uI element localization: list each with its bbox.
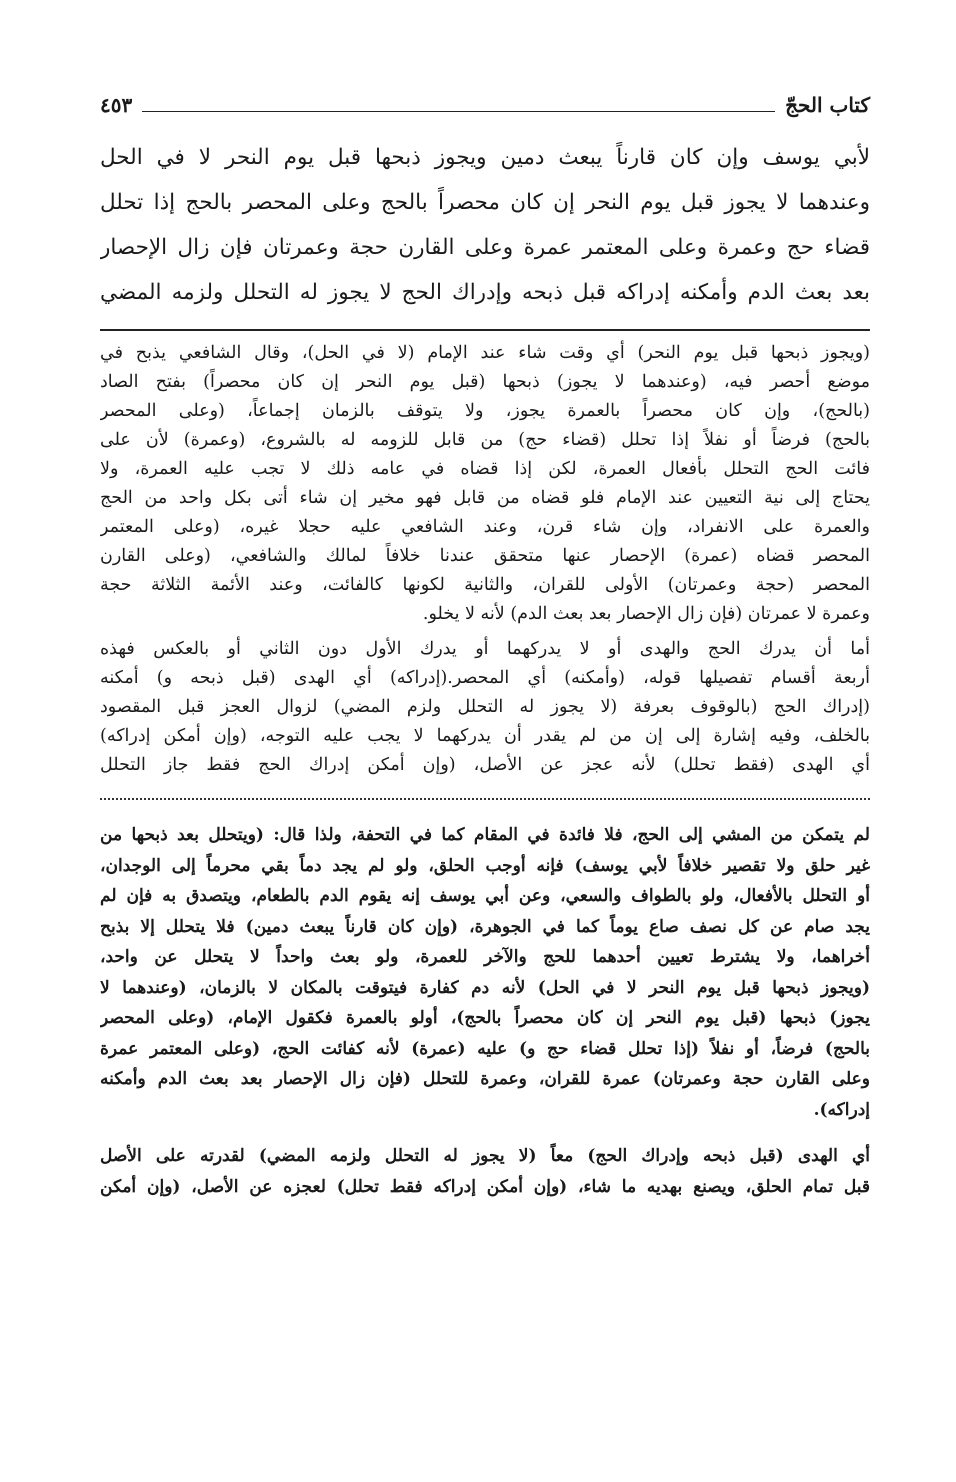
chapter-title: كتاب الحجّ [785, 93, 870, 117]
commentary-line: (ويجوز ذبحها قبل يوم النحر لا في الحل) لأنه دم كفارة فيتوقت بالمكان لا بالزمان، (وعندهما لا [100, 977, 870, 998]
commentary-line: إدراكه). [813, 1099, 870, 1120]
commentary-line: أخراهما، ولا يشترط تعيين أحدهما للحج والآخر للعمرة، ولو بعث واحداً لا يتحلل عن واحد، [100, 947, 870, 967]
commentary-line: (بالحج)، وإن كان محصراً بالعمرة يجوز، ولا يتوقف بالزمان إجماعاً، (وعلى المحصر [100, 401, 870, 421]
main-text-line: بعد بعث الدم وأمكنه إدراكه قبل ذبحه وإدراك الحج لا يجوز له التحلل ولزمه المضي [100, 280, 870, 305]
commentary-line: قبل تمام الحلق، ويصنع بهديه ما شاء، (وإن أمكن إدراكه فقط تحلل) لعجزه عن الأصل، (وإن أمكن [100, 1176, 870, 1197]
commentary-line: وعمرة لا عمرتان (فإن زال الإحصار بعد بعث الدم) لأنه لا يخلو. [422, 604, 870, 624]
commentary-line: بالخلف، وفيه إشارة إلى إن من لم يقدر أن يدركهما لا يجب عليه التوجه، (وإن أمكن إدراكه) [100, 726, 870, 746]
commentary-line: لم يتمكن من المشي إلى الحج، فلا فائدة في المقام كما في التحفة، ولذا قال: (ويتحلل بعد ذبحها من [100, 825, 870, 845]
main-text-line: قضاء حج وعمرة وعلى المعتمر عمرة وعلى القارن حجة وعمرتان فإن زال الإحصار [100, 235, 870, 260]
section-divider [100, 329, 870, 331]
commentary-line: أما أن يدرك الحج والهدى أو لا يدركهما أو يدرك الأول دون الثاني أو بالعكس فهذه [100, 639, 870, 659]
commentary-line: يجوز) ذبحها (قبل يوم النحر إن كان محصراً بالحج)، أولو بالعمرة فكقول الإمام، (وعلى المحصر [100, 1008, 870, 1028]
commentary-line: يجد صام عن كل نصف صاع يوماً كما في الجوهرة، (وإن كان قارناً يبعث دمين) فلا يتحلل إلا بذبح [100, 916, 870, 937]
commentary-line: المحصر قضاه (عمرة) الإحصار عنها متحقق عندنا خلافاً لمالك والشافعي، (وعلى القارن [100, 546, 870, 566]
commentary-line: موضع أحصر فيه، (وعندهما لا يجوز) ذبحها (قبل يوم النحر إن كان محصراً) بفتح الصاد [100, 372, 870, 392]
commentary-line: أي الهدى (قبل ذبحه وإدراك الحج) معاً (لا يجوز له التحلل ولزمه المضي) لقدرته على الأصل [100, 1146, 870, 1166]
commentary-first-continued [100, 635, 870, 780]
commentary-second [100, 820, 870, 1125]
main-text-line: وعندهما لا يجوز قبل يوم النحر إن كان محصراً بالحج وعلى المحصر بالحج إذا تحلل [100, 190, 870, 215]
running-header [100, 85, 870, 125]
commentary-line: فائت الحج التحلل بأفعال العمرة، لكن إذا قضاه في عامه ذلك لا تجب عليه العمرة، ولا [100, 459, 870, 479]
commentary-line: يحتاج إلى نية التعيين عند الإمام فلو قضاه من قابل فهو مخير إن شاء أتى بكل واحد من الحج [100, 488, 870, 508]
commentary-line: والعمرة على الانفراد، وإن شاء قرن، وعند الشافعي عليه حجلا غيره، (وعلى المعتمر [100, 517, 870, 537]
commentary-line: أربعة أقسام تفصيلها قوله، (وأمكنه) أي المحصر.(إدراكه) أي الهدى (قبل ذبحه و) أمكنه [100, 668, 870, 688]
main-text [100, 135, 870, 315]
commentary-line: (إدراك الحج (بالوقوف بعرفة (لا يجوز له التحلل ولزم المضي) لزوال العجز قبل المقصود [100, 697, 870, 717]
commentary-second-continued [100, 1141, 870, 1202]
commentary-first [100, 339, 870, 629]
commentary-line: بالحج) فرضاً أو نفلاً إذا تحلل (قضاء حج) من قابل للزومه له بالشروع، (وعمرة) لأن على [100, 430, 870, 450]
commentary-line: غير حلق ولا تقصير خلافاً لأبي يوسف) فإنه أوجب الحلق، ولو لم يجد دماً بقي محرماً إلى الوجدان، [100, 855, 870, 876]
header-rule [142, 111, 775, 112]
commentary-line: وعلى القارن حجة وعمرتان) عمرة للقران، وعمرة للتحلل (فإن زال الإحصار بعد بعث الدم وأمكنه [100, 1069, 870, 1089]
page-number: ٤٥٣ [100, 93, 133, 117]
commentary-line: (ويجوز ذبحها قبل يوم النحر) أي وقت شاء عند الإمام (لا في الحل)، وقال الشافعي يذبح في [100, 343, 870, 363]
commentary-line: أو التحلل بالأفعال، ولو بالطواف والسعي، وعن أبي يوسف إنه يقوم الدم بالطعام، ويتصدق به فإن لم [100, 886, 870, 906]
book-page [100, 85, 870, 1202]
commentary-line: بالحج) فرضاً، أو نفلاً (إذا تحلل قضاء حج و) عليه (عمرة) لأنه كفائت الحج، (وعلى المعتمر عمرة [100, 1038, 870, 1059]
dotted-divider [100, 798, 870, 800]
commentary-line: المحصر (حجة وعمرتان) الأولى للقران، والثانية لكونها كالفائت، وعند الأئمة الثلاثة حجة [100, 575, 870, 595]
commentary-line: أي الهدى (فقط تحلل) لأنه عجز عن الأصل، (وإن أمكن إدراك الحج فقط جاز التحلل [100, 755, 870, 775]
main-text-line: لأبي يوسف وإن كان قارناً يبعث دمين ويجوز ذبحها قبل يوم النحر لا في الحل [100, 145, 870, 170]
